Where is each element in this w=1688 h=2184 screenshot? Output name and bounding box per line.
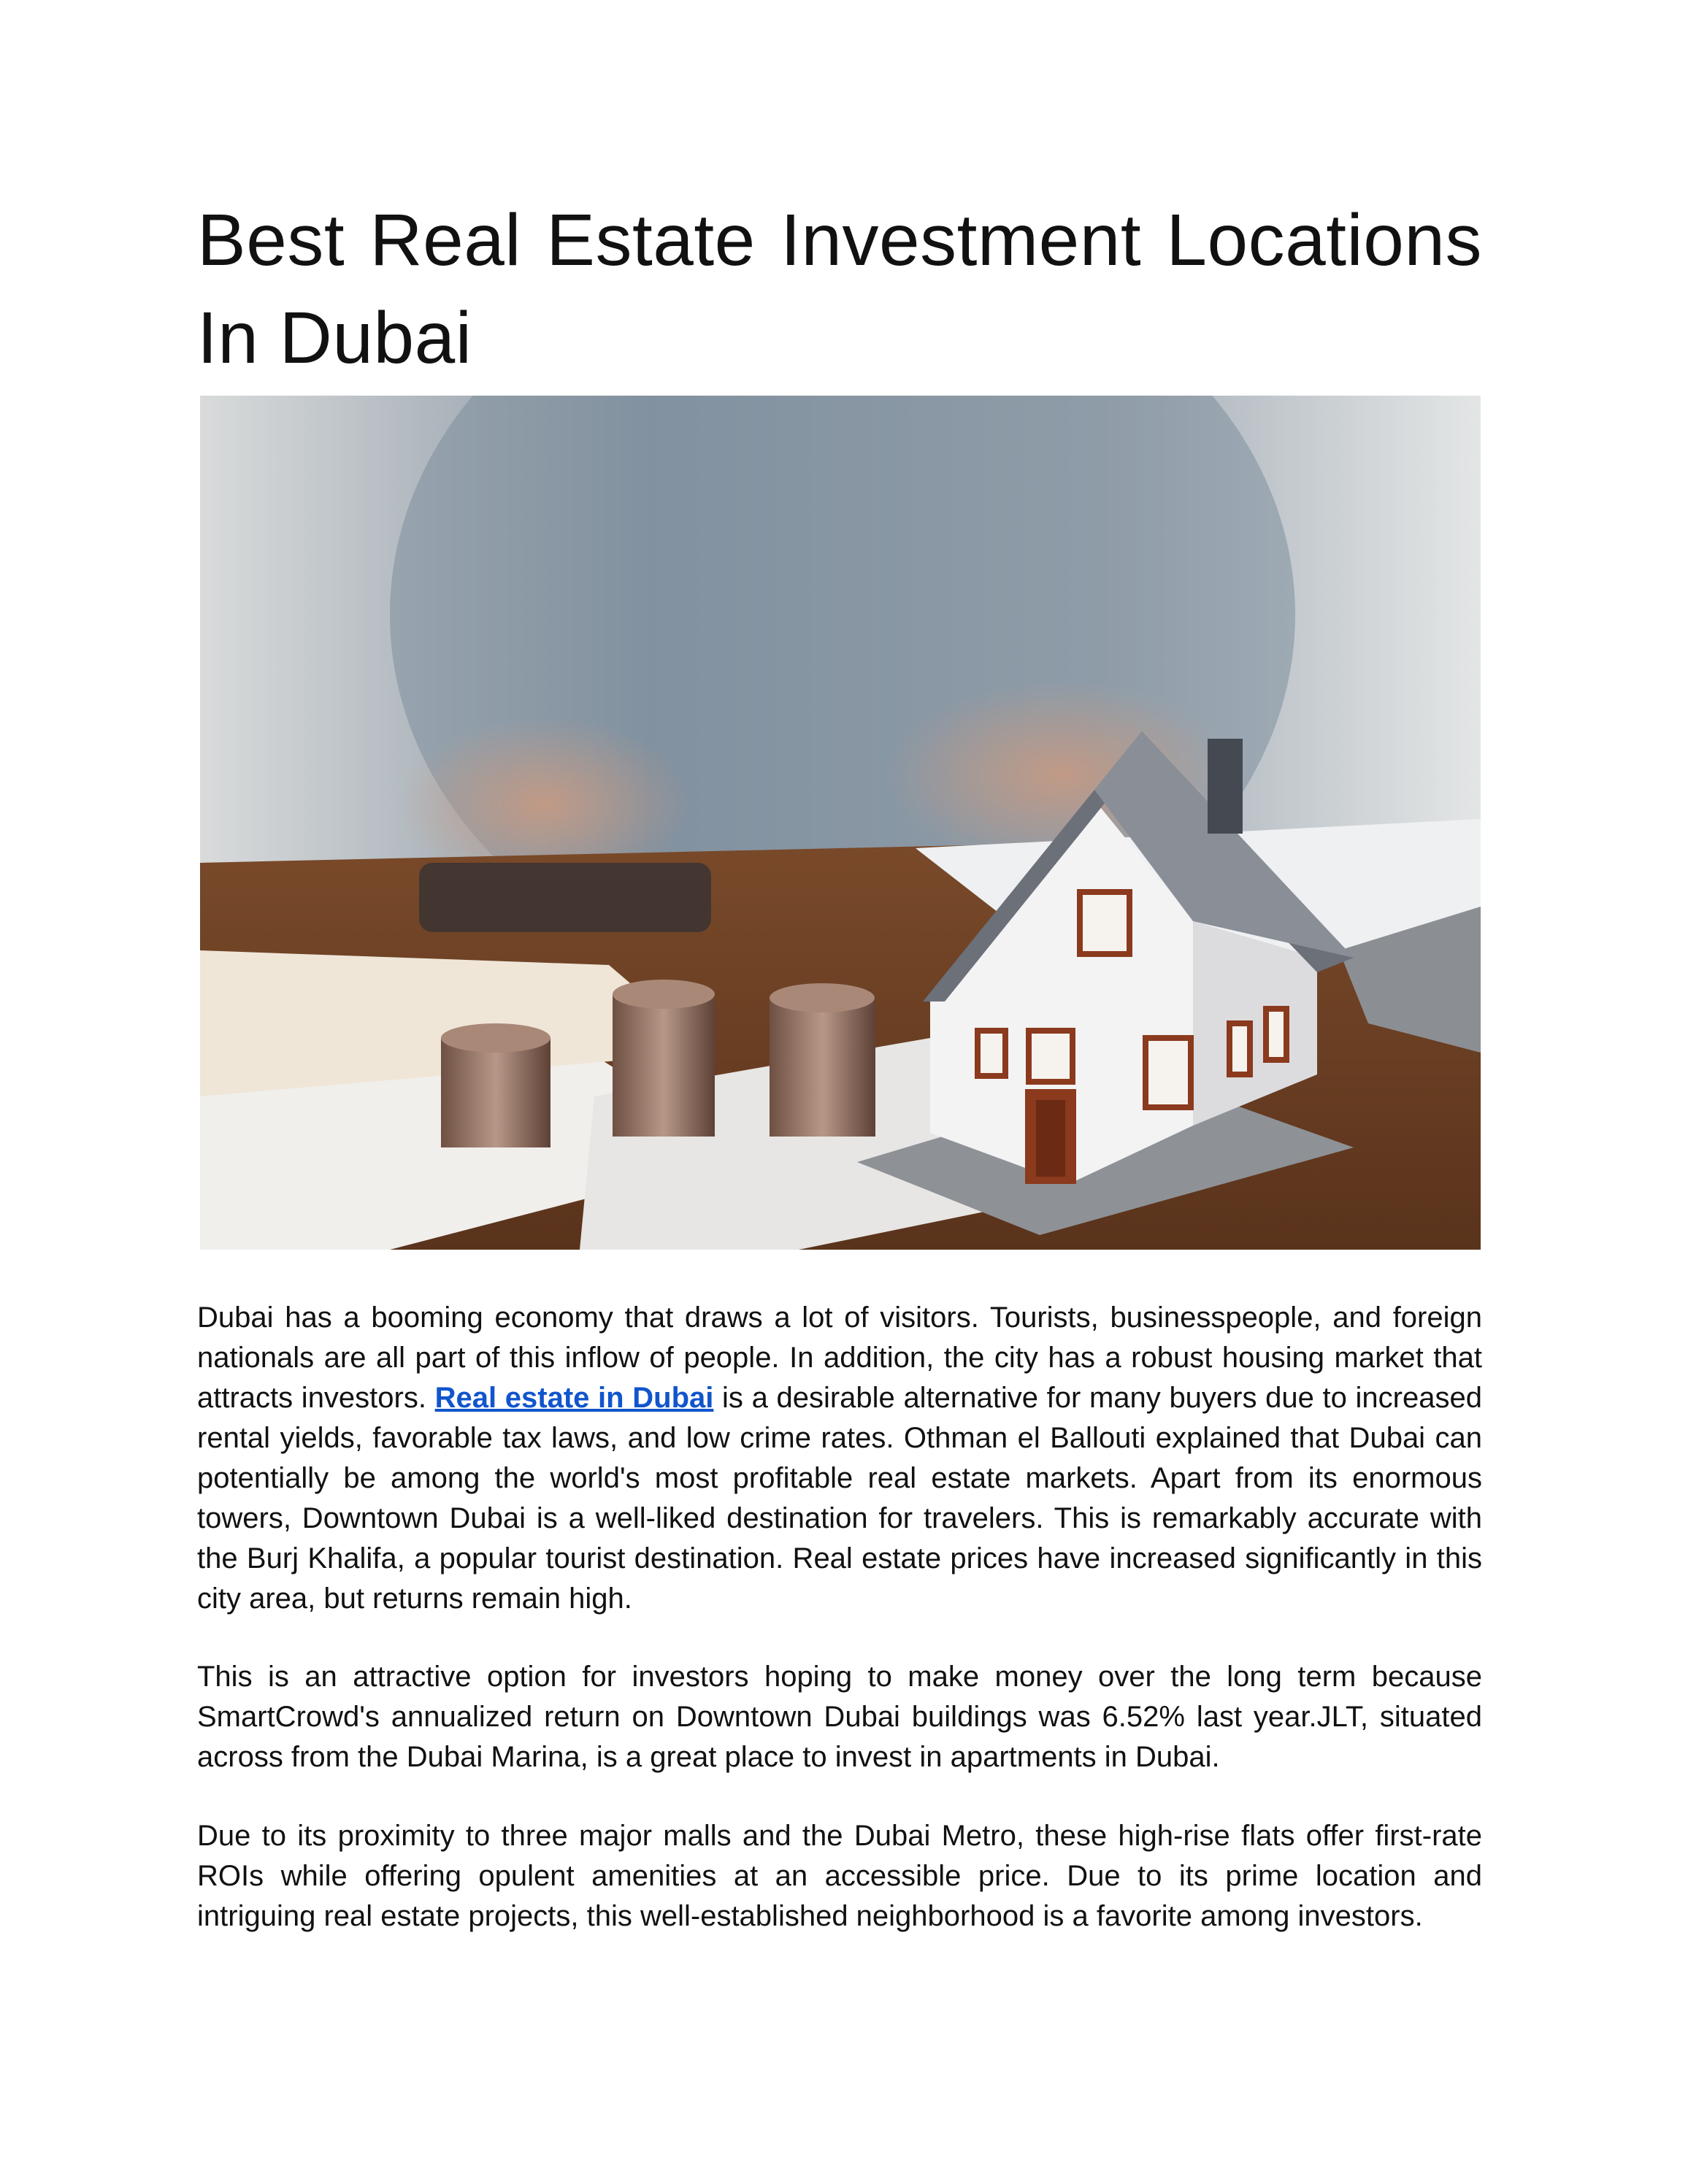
paragraph-jlt: Due to its proximity to three major malls and the Dubai Metro, these high-rise flats offer first-rate ROIs while offering opulent amenities at an accessible price. Due to its prime location and intriguing real estate projects, this well-established neighborhood is a favorite among investors. [197,1820,1482,1932]
paragraph-intro-text-start: Dubai has a booming economy that draws a lot of visitors. Tourists, businesspeople, and foreign nationals are all part of this inflow of people. In addition, the city has a robust housing market that attracts investors. [197,1301,1482,1414]
paragraph-returns: This is an attractive option for investors hoping to make money over the long term because SmartCrowd's annualized return on Downtown Dubai buildings was 6.52% last year.JLT, situated across from the Dubai Marina, is a great place to invest in apartments in Dubai. [197,1661,1482,1773]
paragraph-intro [197,1298,1482,1619]
paragraph-intro-text-end: is a desirable alternative for many buyers due to increased rental yields, favorable tax laws, and low crime rates. Othman el Ballouti explained that Dubai can potentially be among the world's most profitable real estate markets. Apart from its enormous towers, Downtown Dubai is a well-liked destination for travelers. This is remarkably accurate with the Burj Khalifa, a popular tourist destination. Real estate prices have increased significantly in this city area, but returns remain high. [197,1382,1482,1615]
page-title: Best Real Estate Investment Locations In Dubai [197,199,1482,379]
house-model-photo-icon [200,396,1481,1250]
hero-image [200,396,1481,1250]
real-estate-dubai-link[interactable]: Real estate in Dubai [434,1382,714,1414]
